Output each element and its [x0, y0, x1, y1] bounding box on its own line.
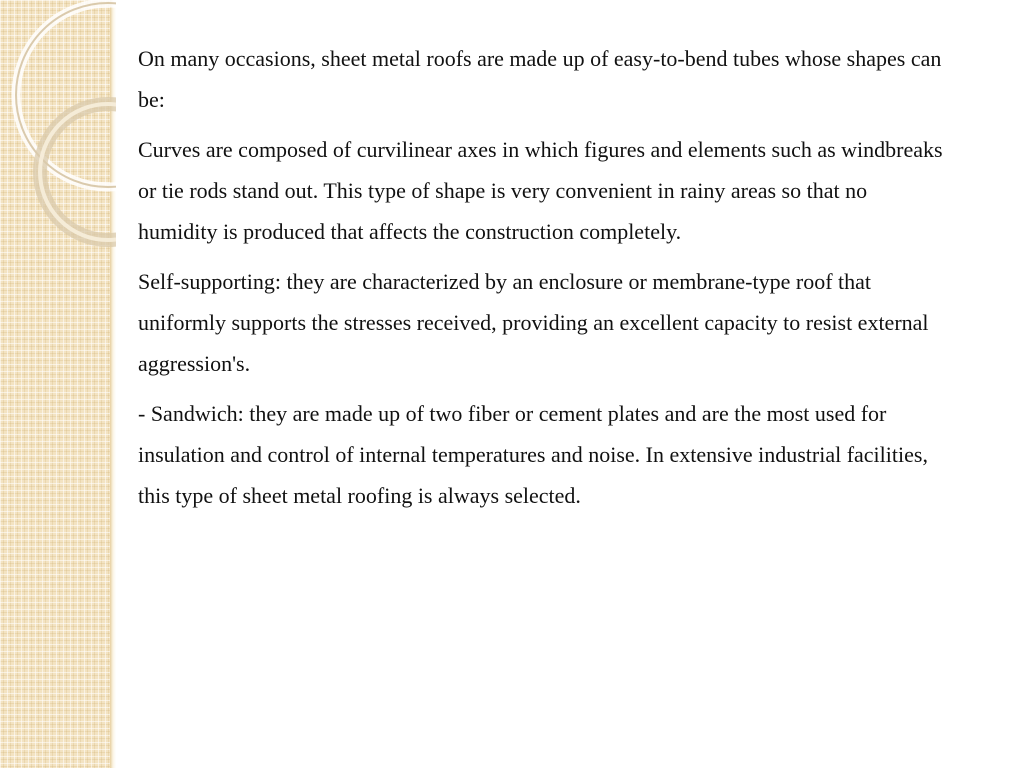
paragraph-sandwich: - Sandwich: they are made up of two fiber or cement plates and are the most used for insulation and control of internal temperatures and noise. In extensive industrial facilities, this type of sheet metal roofing is always selected.: [138, 401, 928, 508]
paragraph-intro: On many occasions, sheet metal roofs are made up of easy-to-bend tubes whose shapes can be:: [138, 46, 942, 112]
decorative-rings: [0, 0, 116, 260]
slide-body-text: [138, 38, 948, 525]
ring-large-shade: [16, 3, 116, 187]
paragraph-curves: Curves are composed of curvilinear axes in which figures and elements such as windbreaks or tie rods stand out. This type of shape is very convenient in rainy areas so that no humidity is produced that affects the construction completely.: [138, 137, 943, 244]
ring-large: [16, 3, 116, 187]
paragraph-self-supporting: Self-supporting: they are characterized by an enclosure or membrane-type roof that uniformly supports the stresses received, providing an excellent capacity to resist external aggression's.: [138, 269, 929, 376]
